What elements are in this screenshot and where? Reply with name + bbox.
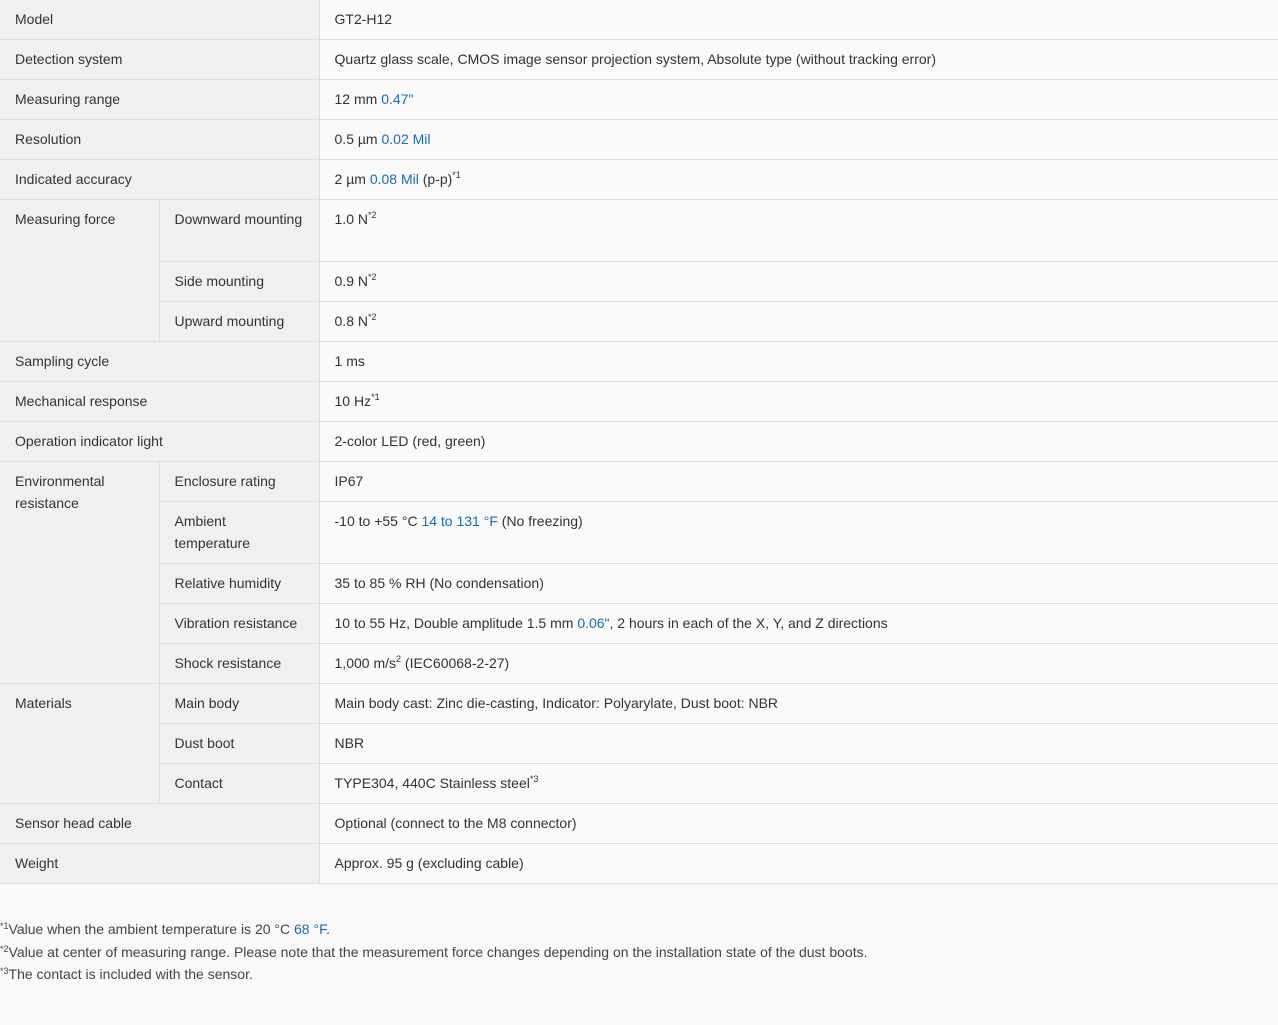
value-weight: Approx. 95 g (excluding cable) (319, 844, 1278, 884)
row-sampling (0, 342, 1278, 382)
footnote-mark: *2 (0, 943, 9, 954)
label-weight: Weight (0, 844, 319, 884)
value-cable: Optional (connect to the M8 connector) (319, 804, 1278, 844)
label-force-upward: Upward mounting (159, 302, 319, 342)
label-indicator: Operation indicator light (0, 422, 319, 462)
value-force-upward (319, 302, 1278, 342)
value-materials-main: Main body cast: Zinc die-casting, Indicator: Polyarylate, Dust boot: NBR (319, 684, 1278, 724)
footnote-1 (0, 918, 1278, 941)
footnote-2 (0, 941, 1278, 964)
row-model (0, 0, 1278, 40)
value-env-vibration-suffix: , 2 hours in each of the X, Y, and Z directions (609, 615, 888, 631)
footnote-2-text: Value at center of measuring range. Please note that the measurement force changes depending on the installation state of the dust boots. (8, 943, 868, 960)
label-materials-main: Main body (159, 684, 319, 724)
row-force-upward (0, 302, 1278, 342)
row-force-side (0, 262, 1278, 302)
row-indicator (0, 422, 1278, 462)
label-mechanical: Mechanical response (0, 382, 319, 422)
value-detection: Quartz glass scale, CMOS image sensor projection system, Absolute type (without tracking error) (319, 40, 1278, 80)
unit-exponent: 2 (396, 654, 402, 664)
value-force-side (319, 262, 1278, 302)
row-materials-boot (0, 724, 1278, 764)
value-force-upward-text: 0.8 N (334, 313, 368, 329)
row-cable (0, 804, 1278, 844)
value-env-vibration (319, 604, 1278, 644)
footnotes (0, 884, 1278, 986)
label-materials-boot: Dust boot (159, 724, 319, 764)
value-resolution-imperial: 0.02 Mil (381, 131, 431, 147)
footnote-ref: *1 (452, 170, 461, 180)
footnote-mark: *1 (0, 921, 9, 931)
row-force-downward (0, 200, 1278, 262)
value-env-vibration-imperial: 0.06" (577, 615, 610, 631)
label-env-ambient: Ambient temperature (159, 502, 319, 564)
value-materials-boot: NBR (319, 724, 1278, 764)
row-env-ambient (0, 502, 1278, 564)
value-env-shock-text: 1,000 m/s (334, 655, 396, 671)
label-env-enclosure: Enclosure rating (159, 462, 319, 502)
row-resolution (0, 120, 1278, 160)
label-range: Measuring range (0, 80, 319, 120)
footnote-ref: *2 (367, 210, 377, 220)
row-weight (0, 844, 1278, 884)
row-env-humidity (0, 564, 1278, 604)
footnote-1-text: Value when the ambient temperature is 20 °C (8, 921, 291, 937)
row-detection (0, 40, 1278, 80)
label-force-downward: Downward mounting (159, 200, 319, 262)
value-accuracy (319, 160, 1278, 200)
label-cable: Sensor head cable (0, 804, 319, 844)
value-resolution (319, 120, 1278, 160)
label-env: Environmental resistance (0, 462, 159, 684)
row-materials-contact (0, 764, 1278, 804)
value-env-enclosure: IP67 (319, 462, 1278, 502)
value-range-metric: 12 mm (334, 91, 378, 107)
row-range (0, 80, 1278, 120)
value-materials-contact (319, 764, 1278, 804)
value-env-ambient-metric: -10 to +55 °C (334, 513, 418, 529)
value-env-shock (319, 644, 1278, 684)
label-env-vibration: Vibration resistance (159, 604, 319, 644)
footnote-ref: *3 (529, 774, 539, 784)
value-indicator: 2-color LED (red, green) (319, 422, 1278, 462)
row-materials-main (0, 684, 1278, 724)
value-force-side-text: 0.9 N (334, 273, 368, 289)
value-env-vibration-metric: 10 to 55 Hz, Double amplitude 1.5 mm (334, 615, 574, 631)
label-model: Model (0, 0, 319, 40)
label-accuracy: Indicated accuracy (0, 160, 319, 200)
value-env-shock-suffix: (IEC60068-2-27) (404, 655, 510, 671)
row-mechanical (0, 382, 1278, 422)
value-mechanical (319, 382, 1278, 422)
footnote-ref: *1 (371, 392, 380, 402)
label-materials-contact: Contact (159, 764, 319, 804)
label-sampling: Sampling cycle (0, 342, 319, 382)
value-force-downward (319, 200, 1278, 262)
value-env-humidity: 35 to 85 % RH (No condensation) (319, 564, 1278, 604)
label-force: Measuring force (0, 200, 159, 342)
value-range-imperial: 0.47" (381, 91, 414, 107)
footnote-ref: *2 (367, 312, 377, 322)
label-force-side: Side mounting (159, 262, 319, 302)
row-accuracy (0, 160, 1278, 200)
value-accuracy-imperial: 0.08 Mil (369, 171, 419, 187)
label-resolution: Resolution (0, 120, 319, 160)
row-env-vibration (0, 604, 1278, 644)
value-env-ambient-suffix: (No freezing) (501, 513, 583, 529)
footnote-3 (0, 963, 1278, 986)
footnote-ref: *2 (367, 272, 377, 282)
value-sampling: 1 ms (319, 342, 1278, 382)
footnote-1-end: . (326, 921, 330, 937)
row-env-enclosure (0, 462, 1278, 502)
value-env-ambient (319, 502, 1278, 564)
value-resolution-metric: 0.5 µm (334, 131, 378, 147)
footnote-mark: *3 (0, 966, 9, 976)
value-accuracy-suffix: (p-p) (422, 171, 453, 187)
row-env-shock (0, 644, 1278, 684)
value-accuracy-metric: 2 µm (334, 171, 366, 187)
value-env-ambient-imperial: 14 to 131 °F (421, 513, 498, 529)
value-force-downward-text: 1.0 N (334, 211, 368, 227)
label-env-humidity: Relative humidity (159, 564, 319, 604)
value-materials-contact-text: TYPE304, 440C Stainless steel (334, 775, 530, 791)
label-detection: Detection system (0, 40, 319, 80)
value-model: GT2-H12 (319, 0, 1278, 40)
value-range (319, 80, 1278, 120)
label-materials: Materials (0, 684, 159, 804)
value-mechanical-text: 10 Hz (334, 393, 372, 409)
label-env-shock: Shock resistance (159, 644, 319, 684)
footnote-1-imperial: 68 °F (294, 921, 327, 937)
footnote-3-text: The contact is included with the sensor. (8, 966, 253, 982)
